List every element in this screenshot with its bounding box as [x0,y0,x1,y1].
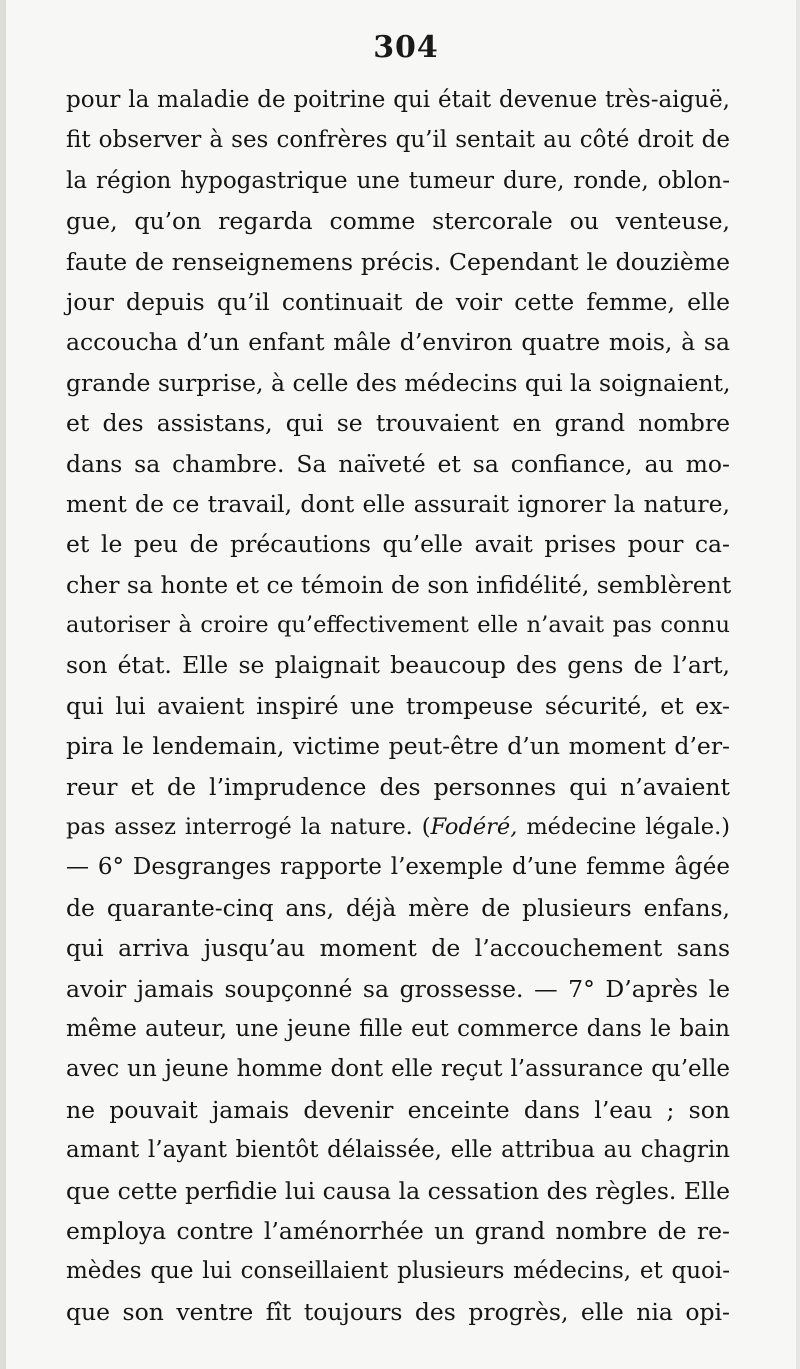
page-number: 304 [373,30,439,65]
text-line: et le peu de précautions qu’elle avait prises pour ca- [66,530,730,559]
text-line: qui arriva jusqu’au moment de l’accouchement sans [66,934,730,963]
text-line: jour depuis qu’il continuait de voir cette femme, elle [66,287,730,316]
text-line: dans sa chambre. Sa naïveté et sa confiance, au mo- [66,449,730,478]
text-line: de quarante-cinq ans, déjà mère de plusieurs enfans, [66,893,730,922]
text-line: que cette perfidie lui causa la cessation des règles. Elle [66,1176,730,1205]
text-line: mèdes que lui conseillaient plusieurs médecins, et quoi- [66,1258,730,1285]
text-line: et des assistans, qui se trouvaient en grand nombre [66,409,730,438]
text-line: pira le lendemain, victime peut-être d’un moment d’er- [66,732,730,761]
text-line: ment de ce travail, dont elle assurait ignorer la nature, [66,489,730,518]
body-text [66,80,730,1332]
text-line: reur et de l’imprudence des personnes qui n’avaient [66,772,730,801]
text-line: qui lui avaient inspiré une trompeuse sécurité, et ex- [66,691,730,720]
text-line: pour la maladie de poitrine qui était devenue très-aiguë, [66,87,730,113]
text-line: avoir jamais soupçonné sa grossesse. — 7° D’après le [66,974,730,1003]
text-line: grande surprise, à celle des médecins qui la soignaient, [66,368,731,397]
text-line: que son ventre fît toujours des progrès, elle nia opi- [66,1297,730,1326]
text-line: — 6° Desgranges rapporte l’exemple d’une femme âgée [66,854,730,881]
text-line: gue, qu’on regarda comme stercorale ou venteuse, [66,207,730,236]
text-line: accoucha d’un enfant mâle d’environ quatre mois, à sa [66,328,730,357]
cited-author: Fodéré, [430,814,518,841]
text-line: la région hypogastrique une tumeur dure, ronde, oblon- [66,167,730,194]
text-line: fit observer à ses confrères qu’il sentait au côté droit de [66,127,730,154]
text-line: son état. Elle se plaignait beaucoup des gens de l’art, [66,651,730,680]
text-line: ne pouvait jamais devenir enceinte dans l’eau ; son [66,1095,730,1124]
text-line: même auteur, une jeune fille eut commerce dans le bain [66,1015,730,1042]
text-line: faute de renseignemens précis. Cependant le douzième [66,247,730,276]
text-line: amant l’ayant bientôt délaissée, elle attribua au chagrin [66,1137,730,1164]
text-line: employa contre l’aménorrhée un grand nombre de re- [66,1216,730,1245]
text-line: autoriser à croire qu’effectivement elle n’avait pas connu [66,612,730,639]
text-line: cher sa honte et ce témoin de son infidélité, semblèrent [66,570,732,599]
text-line: avec un jeune homme dont elle reçut l’assurance qu’elle [66,1056,730,1083]
text-line: pas assez interrogé la nature. (Fodéré, médecine légale.) [66,814,730,841]
